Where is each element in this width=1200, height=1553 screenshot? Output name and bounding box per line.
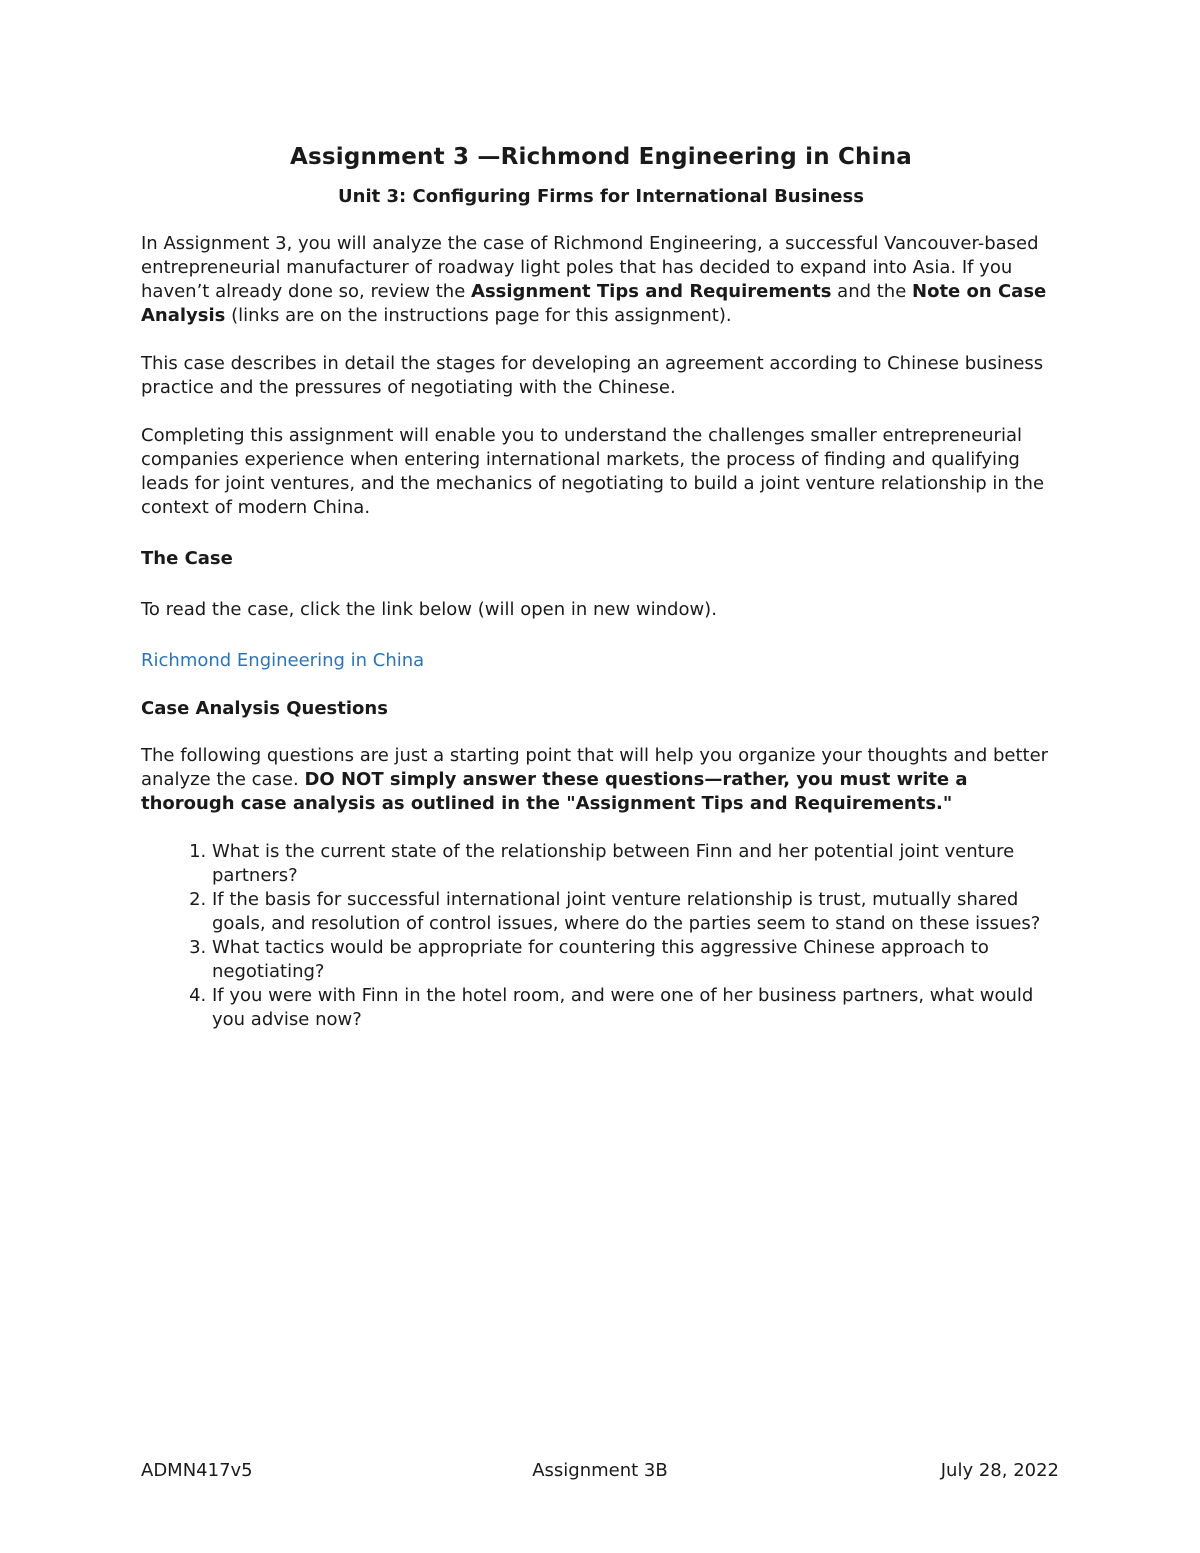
case-heading: The Case	[141, 548, 233, 569]
questions-intro-text: The following questions are just a starting point that will help you organize your thoughts and better analyze the case.	[141, 745, 1049, 790]
questions-intro-bold: DO NOT simply answer these questions—rather, you must write a thorough case analysis as outlined in the "Assignment Tips and Requirements."	[141, 769, 968, 814]
document-page	[141, 140, 1061, 1032]
document-subtitle: Unit 3: Configuring Firms for International Business	[338, 186, 864, 207]
intro-text-2: and the	[831, 281, 913, 302]
question-item: 4. If you were with Finn in the hotel room, and were one of her business partners, what would you advise now?	[212, 984, 1061, 1032]
case-link-paragraph	[141, 649, 1061, 673]
question-item: 3. What tactics would be appropriate for countering this aggressive Chinese approach to negotiating?	[212, 936, 1061, 984]
intro-paragraph	[141, 232, 1061, 328]
intro-bold-note: Note on Case Analysis	[141, 281, 1047, 326]
page-footer	[141, 1458, 1059, 1484]
questions-intro-paragraph	[141, 744, 1061, 816]
intro-text-3: (links are on the instructions page for this assignment).	[225, 305, 732, 326]
learning-outcome-paragraph: Completing this assignment will enable you to understand the challenges smaller entrepreneurial companies experience when entering international markets, the process of finding and qualifying leads for joint ventures, and the mechanics of negotiating to build a joint venture relationship in the context of modern China.	[141, 425, 1045, 518]
case-description-paragraph: This case describes in detail the stages for developing an agreement according to Chinese business practice and the pressures of negotiating with the Chinese.	[141, 353, 1044, 398]
footer-date: July 28, 2022	[940, 1460, 1059, 1481]
document-title: Assignment 3 —Richmond Engineering in China	[289, 144, 913, 170]
questions-heading: Case Analysis Questions	[141, 698, 388, 719]
footer-assignment: Assignment 3B	[532, 1460, 668, 1481]
question-item: 2. If the basis for successful international joint venture relationship is trust, mutually shared goals, and resolution of control issues, where do the parties seem to stand on these issues?	[212, 888, 1061, 936]
question-item: 1. What is the current state of the relationship between Finn and her potential joint venture partners?	[212, 840, 1061, 888]
questions-list	[141, 840, 1061, 1032]
case-link[interactable]: Richmond Engineering in China	[141, 650, 425, 671]
case-instruction: To read the case, click the link below (will open in new window).	[141, 599, 717, 620]
intro-bold-tips: Assignment Tips and Requirements	[471, 281, 832, 302]
intro-text-1: In Assignment 3, you will analyze the case of Richmond Engineering, a successful Vancouver-based entrepreneurial manufacturer of roadway light poles that has decided to expand into Asia. If you haven’t already done so, review the	[141, 233, 1039, 302]
footer-course-code: ADMN417v5	[141, 1460, 253, 1481]
